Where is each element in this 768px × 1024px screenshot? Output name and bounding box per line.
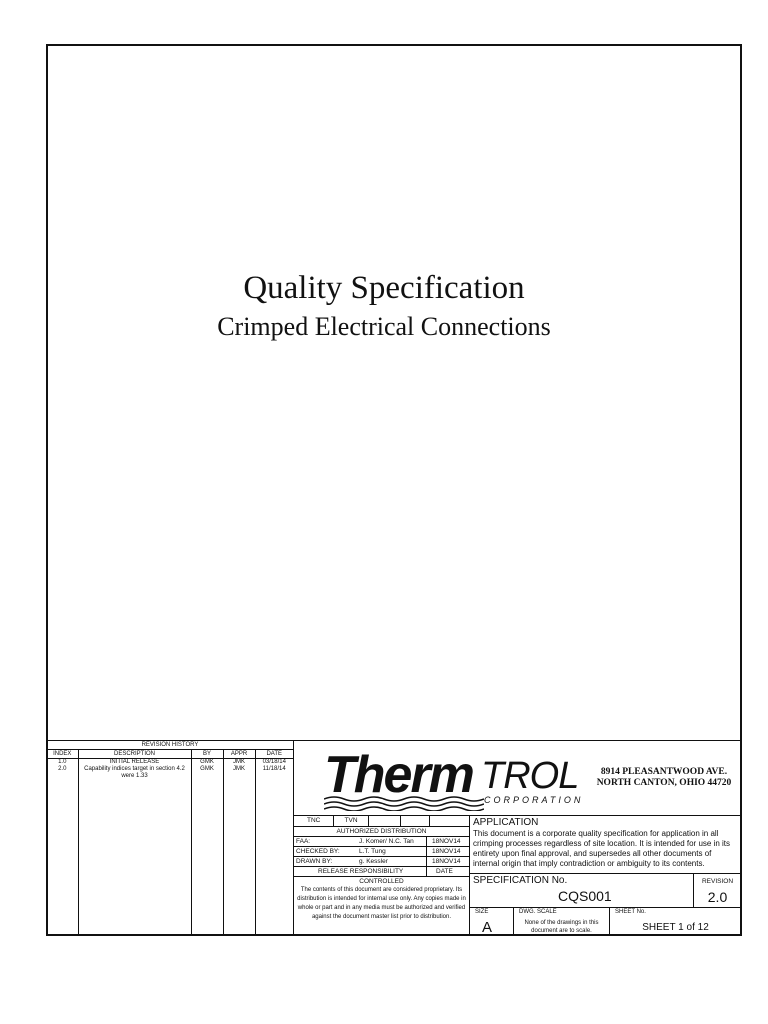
document-subtitle: Crimped Electrical Connections [217, 312, 551, 341]
tnc-cell: TNC [294, 816, 334, 826]
release-row [294, 867, 469, 877]
revision-history-table [47, 741, 294, 936]
rev-by: GMK [191, 759, 223, 767]
rev-appr: JMK [223, 766, 255, 936]
revision-label: REVISION [701, 878, 734, 885]
sheet-value: SHEET 1 of 12 [642, 922, 709, 933]
distribution-block [294, 816, 470, 936]
logo-corporation: CORPORATION [484, 795, 584, 805]
scale-label: DWG. SCALE [519, 909, 557, 915]
rev-appr: JMK [223, 759, 255, 767]
col-appr: APPR [223, 750, 255, 759]
rev-description: Capability indices target in section 4.2 were 1.33 [78, 766, 191, 936]
logo-therm: Therm [324, 746, 473, 804]
logo-waves-icon [324, 795, 484, 811]
faa-row [294, 837, 469, 847]
scale-cell [514, 908, 610, 936]
sheet-cell [610, 908, 741, 936]
checked-name: L.T. Tung [359, 848, 386, 855]
col-index: INDEX [47, 750, 78, 759]
size-label: SIZE [475, 909, 489, 915]
specification-label: SPECIFICATION No. [473, 875, 568, 886]
authorized-distribution: AUTHORIZED DISTRIBUTION [294, 827, 469, 837]
rev-index: 2.0 [47, 766, 78, 936]
rev-description: INITIAL RELEASE [78, 759, 191, 767]
col-description: DESCRIPTION [78, 750, 191, 759]
rev-date: 11/18/14 [262, 766, 286, 772]
revision-box [693, 874, 741, 907]
revision-value: 2.0 [707, 889, 728, 905]
size-value: A [482, 919, 493, 936]
scale-text: None of the drawings in this document are to scale. [524, 920, 599, 934]
application-section [470, 816, 741, 874]
empty-cell [430, 816, 469, 826]
faa-date: 18NOV14 [426, 837, 461, 846]
company-address [589, 767, 739, 789]
specification-section [470, 874, 741, 908]
rev-index: 1.0 [47, 759, 78, 767]
address-line2: NORTH CANTON, OHIO 44720 [596, 778, 732, 788]
drawn-date: 18NOV14 [426, 857, 461, 866]
proprietary-note: The contents of this document are considered proprietary. Its distribution is intended for internal use only. Any copies made in whole or part and in any media must be authorized and verified against the document master list prior to distribution. [297, 887, 466, 920]
size-cell [470, 908, 514, 936]
faa-name: J. Komer/ N.C. Tan [359, 838, 414, 845]
checked-row [294, 847, 469, 857]
empty-cell [401, 816, 430, 826]
drawn-row [294, 857, 469, 867]
rev-date: 03/18/14 [262, 759, 286, 765]
empty-cell [369, 816, 401, 826]
application-text: This document is a corporate quality specification for application in all crimping processes regardless of site location. It is intended for use in its entirety upon final approval, and supersedes all other documents of internal origin that imply contradiction or ambiguity to its contents. [473, 829, 731, 868]
table-row [47, 766, 293, 936]
tvn-cell: TVN [334, 816, 368, 826]
revision-history-header: REVISION HISTORY [47, 741, 293, 750]
checked-label: CHECKED BY: [296, 848, 340, 855]
faa-label: FAA: [296, 838, 311, 845]
tnc-tvn-row [294, 816, 469, 827]
drawn-name: g. Kessler [359, 858, 388, 865]
logo-trol: TROL [481, 755, 579, 797]
table-row [47, 759, 293, 767]
release-date-label: DATE [426, 867, 453, 876]
rev-by: GMK [191, 766, 223, 936]
col-by: BY [191, 750, 223, 759]
specification-number: CQS001 [558, 888, 612, 904]
drawn-label: DRAWN BY: [296, 858, 333, 865]
release-responsibility: RELEASE RESPONSIBILITY [318, 868, 404, 875]
footer-row [470, 908, 741, 936]
sheet-label: SHEET No. [615, 909, 646, 915]
title-block [47, 740, 741, 936]
col-date: DATE [255, 750, 293, 759]
address-line1: 8914 PLEASANTWOOD AVE. [600, 767, 728, 777]
checked-date: 18NOV14 [426, 847, 461, 856]
application-label: APPLICATION [473, 817, 539, 828]
document-title: Quality Specification [243, 270, 525, 306]
controlled-label: CONTROLLED [359, 878, 404, 885]
company-logo-area [294, 741, 741, 816]
